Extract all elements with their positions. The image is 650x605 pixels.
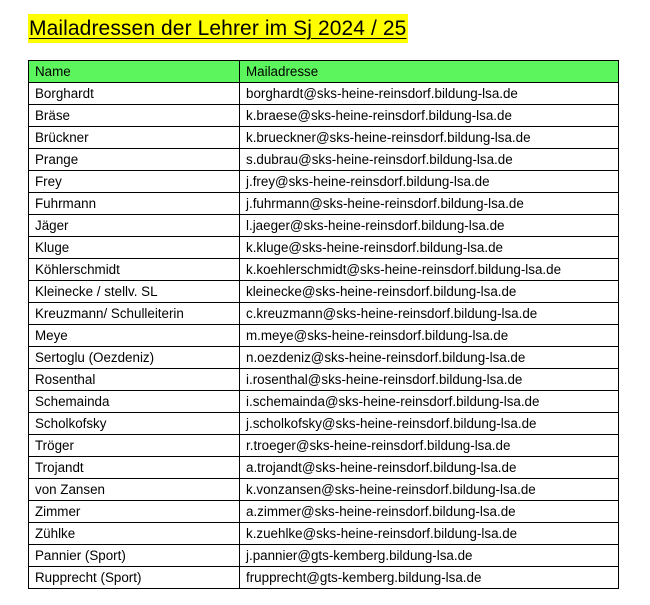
table-row: [29, 369, 619, 391]
table-row: [29, 391, 619, 413]
teacher-name-cell: Pannier (Sport): [29, 545, 240, 567]
table-body: [29, 83, 619, 589]
teacher-name-cell: Borghardt: [29, 83, 240, 105]
table-header: [29, 61, 619, 83]
table-row: [29, 281, 619, 303]
table-row: [29, 413, 619, 435]
teacher-name-cell: Sertoglu (Oezdeniz): [29, 347, 240, 369]
teacher-name-cell: Rupprecht (Sport): [29, 567, 240, 589]
teacher-name-cell: Kreuzmann/ Schulleiterin: [29, 303, 240, 325]
email-address-cell: kleinecke@sks-heine-reinsdorf.bildung-lsa.de: [240, 281, 619, 303]
email-address-cell: k.brueckner@sks-heine-reinsdorf.bildung-lsa.de: [240, 127, 619, 149]
table-row: [29, 501, 619, 523]
teacher-name-cell: Kluge: [29, 237, 240, 259]
email-address-cell: c.kreuzmann@sks-heine-reinsdorf.bildung-lsa.de: [240, 303, 619, 325]
teacher-name-cell: Zimmer: [29, 501, 240, 523]
email-address-cell: a.zimmer@sks-heine-reinsdorf.bildung-lsa.de: [240, 501, 619, 523]
table-row: [29, 435, 619, 457]
column-header-email: Mailadresse: [240, 61, 619, 83]
teacher-name-cell: Trojandt: [29, 457, 240, 479]
table-row: [29, 237, 619, 259]
email-address-cell: k.kluge@sks-heine-reinsdorf.bildung-lsa.de: [240, 237, 619, 259]
teacher-name-cell: Kleinecke / stellv. SL: [29, 281, 240, 303]
table-row: [29, 215, 619, 237]
email-address-cell: borghardt@sks-heine-reinsdorf.bildung-lsa.de: [240, 83, 619, 105]
table-row: [29, 479, 619, 501]
teacher-name-cell: Jäger: [29, 215, 240, 237]
teacher-name-cell: Tröger: [29, 435, 240, 457]
table-row: [29, 127, 619, 149]
email-address-cell: i.rosenthal@sks-heine-reinsdorf.bildung-lsa.de: [240, 369, 619, 391]
teacher-name-cell: Scholkofsky: [29, 413, 240, 435]
header-row: [29, 61, 619, 83]
email-address-cell: frupprecht@gts-kemberg.bildung-lsa.de: [240, 567, 619, 589]
email-address-cell: k.koehlerschmidt@sks-heine-reinsdorf.bildung-lsa.de: [240, 259, 619, 281]
table-row: [29, 567, 619, 589]
teacher-name-cell: Schemainda: [29, 391, 240, 413]
email-table: [28, 60, 619, 589]
email-address-cell: k.braese@sks-heine-reinsdorf.bildung-lsa.de: [240, 105, 619, 127]
page-title: Mailadressen der Lehrer im Sj 2024 / 25: [28, 14, 408, 43]
teacher-name-cell: Fuhrmann: [29, 193, 240, 215]
email-address-cell: j.frey@sks-heine-reinsdorf.bildung-lsa.de: [240, 171, 619, 193]
teacher-name-cell: Rosenthal: [29, 369, 240, 391]
column-header-name: Name: [29, 61, 240, 83]
email-address-cell: a.trojandt@sks-heine-reinsdorf.bildung-lsa.de: [240, 457, 619, 479]
email-address-cell: k.vonzansen@sks-heine-reinsdorf.bildung-lsa.de: [240, 479, 619, 501]
teacher-name-cell: Brückner: [29, 127, 240, 149]
email-address-cell: j.pannier@gts-kemberg.bildung-lsa.de: [240, 545, 619, 567]
teacher-name-cell: Bräse: [29, 105, 240, 127]
email-address-cell: n.oezdeniz@sks-heine-reinsdorf.bildung-lsa.de: [240, 347, 619, 369]
email-address-cell: s.dubrau@sks-heine-reinsdorf.bildung-lsa.de: [240, 149, 619, 171]
table-row: [29, 457, 619, 479]
table-row: [29, 259, 619, 281]
table-row: [29, 171, 619, 193]
table-row: [29, 545, 619, 567]
table-row: [29, 523, 619, 545]
teacher-name-cell: Köhlerschmidt: [29, 259, 240, 281]
table-row: [29, 105, 619, 127]
table-row: [29, 149, 619, 171]
email-address-cell: l.jaeger@sks-heine-reinsdorf.bildung-lsa.de: [240, 215, 619, 237]
teacher-name-cell: Prange: [29, 149, 240, 171]
table-row: [29, 347, 619, 369]
table-row: [29, 325, 619, 347]
table-row: [29, 193, 619, 215]
table-row: [29, 83, 619, 105]
teacher-name-cell: von Zansen: [29, 479, 240, 501]
teacher-name-cell: Zühlke: [29, 523, 240, 545]
teacher-name-cell: Meye: [29, 325, 240, 347]
table-row: [29, 303, 619, 325]
teacher-name-cell: Frey: [29, 171, 240, 193]
email-address-cell: j.fuhrmann@sks-heine-reinsdorf.bildung-lsa.de: [240, 193, 619, 215]
email-address-cell: j.scholkofsky@sks-heine-reinsdorf.bildung-lsa.de: [240, 413, 619, 435]
email-address-cell: i.schemainda@sks-heine-reinsdorf.bildung-lsa.de: [240, 391, 619, 413]
email-address-cell: k.zuehlke@sks-heine-reinsdorf.bildung-lsa.de: [240, 523, 619, 545]
email-address-cell: m.meye@sks-heine-reinsdorf.bildung-lsa.de: [240, 325, 619, 347]
email-address-cell: r.troeger@sks-heine-reinsdorf.bildung-lsa.de: [240, 435, 619, 457]
